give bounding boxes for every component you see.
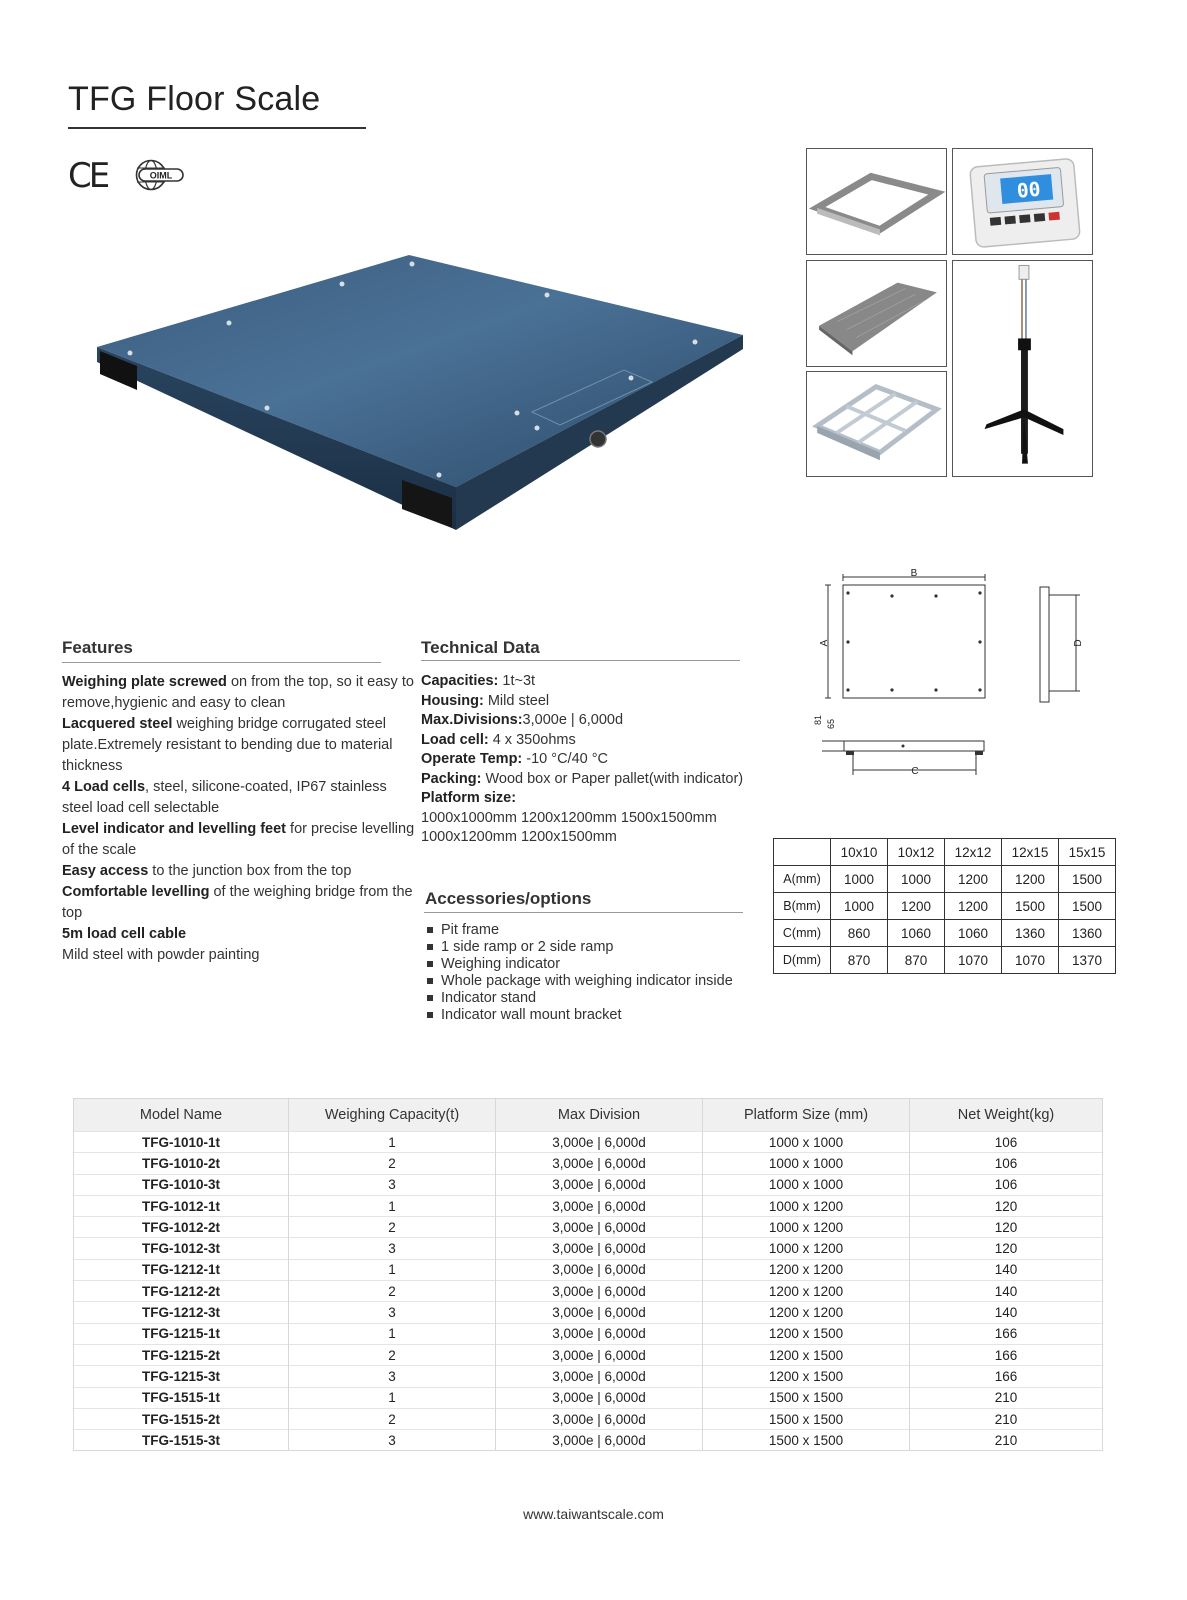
table-row xyxy=(74,1387,1102,1408)
weighing-indicator-image xyxy=(952,148,1093,255)
model-cell: 210 xyxy=(910,1408,1103,1429)
dimension-row xyxy=(774,866,1116,893)
model-table-frame xyxy=(73,1098,1103,1451)
dimension-cell: 870 xyxy=(831,947,888,974)
model-cell: 1000 x 1000 xyxy=(703,1153,910,1174)
model-table-header: Weighing Capacity(t) xyxy=(289,1099,496,1132)
table-row xyxy=(74,1259,1102,1280)
table-row xyxy=(74,1174,1102,1195)
dimension-cell: 1060 xyxy=(888,920,945,947)
model-cell: 1200 x 1200 xyxy=(703,1302,910,1323)
table-row xyxy=(74,1366,1102,1387)
table-row xyxy=(74,1408,1102,1429)
feature-item-bold: Easy access xyxy=(62,863,149,879)
feature-item xyxy=(62,714,417,777)
oiml-mark-icon xyxy=(135,158,187,192)
model-name-cell: TFG-1012-3t xyxy=(74,1238,289,1259)
model-cell: 3,000e | 6,000d xyxy=(496,1344,703,1365)
model-cell: 3,000e | 6,000d xyxy=(496,1323,703,1344)
feature-item xyxy=(62,924,417,945)
model-cell: 3,000e | 6,000d xyxy=(496,1259,703,1280)
accessory-item: Whole package with weighing indicator inside xyxy=(427,973,733,990)
technical-item-text: 3,000e | 6,000d xyxy=(522,712,624,728)
dimension-row xyxy=(774,893,1116,920)
oiml-label: OIML xyxy=(149,170,173,181)
dimension-cell: 1070 xyxy=(945,947,1002,974)
model-cell: 3,000e | 6,000d xyxy=(496,1217,703,1238)
table-row xyxy=(74,1344,1102,1365)
title-underline xyxy=(68,127,366,129)
accessories-rule xyxy=(424,912,743,913)
indicator-display-value: 00 xyxy=(1015,177,1042,203)
technical-item xyxy=(421,692,751,712)
model-cell: 3,000e | 6,000d xyxy=(496,1281,703,1302)
feature-item xyxy=(62,861,417,882)
ce-mark-icon: CE xyxy=(68,156,108,196)
dimension-cell: 1200 xyxy=(945,866,1002,893)
dimension-cell: 1500 xyxy=(1002,893,1059,920)
technical-item xyxy=(421,672,751,692)
technical-list xyxy=(421,672,751,848)
feature-item-text: on from the top, so it easy to remove,hygienic and easy to clean xyxy=(62,674,414,711)
technical-item-bold: Platform size: xyxy=(421,790,517,806)
model-cell: 2 xyxy=(289,1344,496,1365)
model-name-cell: TFG-1010-3t xyxy=(74,1174,289,1195)
technical-item xyxy=(421,711,751,731)
model-cell: 2 xyxy=(289,1408,496,1429)
feature-item-bold: Level indicator and levelling feet xyxy=(62,821,287,837)
model-cell: 2 xyxy=(289,1281,496,1302)
model-cell: 3,000e | 6,000d xyxy=(496,1387,703,1408)
model-name-cell: TFG-1515-1t xyxy=(74,1387,289,1408)
model-cell: 140 xyxy=(910,1302,1103,1323)
model-cell: 1000 x 1000 xyxy=(703,1174,910,1195)
dimension-header-row xyxy=(774,839,1116,866)
technical-item xyxy=(421,770,751,790)
model-cell: 3,000e | 6,000d xyxy=(496,1174,703,1195)
dimension-cell: 1370 xyxy=(1059,947,1116,974)
model-cell: 120 xyxy=(910,1238,1103,1259)
table-row xyxy=(74,1132,1102,1153)
dimension-row-label: A(mm) xyxy=(774,866,831,893)
feature-item xyxy=(62,819,417,861)
table-row xyxy=(74,1281,1102,1302)
model-table xyxy=(74,1099,1102,1450)
feature-item-text: of the weighing bridge from the top xyxy=(62,884,413,921)
model-cell: 1 xyxy=(289,1259,496,1280)
model-cell: 1000 x 1200 xyxy=(703,1238,910,1259)
model-table-header: Platform Size (mm) xyxy=(703,1099,910,1132)
model-cell: 3,000e | 6,000d xyxy=(496,1408,703,1429)
table-row xyxy=(74,1153,1102,1174)
model-name-cell: TFG-1012-1t xyxy=(74,1195,289,1216)
dimension-cell: 1000 xyxy=(831,866,888,893)
dimension-cell: 1000 xyxy=(888,866,945,893)
feature-item-bold: Comfortable levelling xyxy=(62,884,210,900)
dimension-cell: 1500 xyxy=(1059,866,1116,893)
dimension-column-header: 10x12 xyxy=(888,839,945,866)
dimension-column-header: 15x15 xyxy=(1059,839,1116,866)
dimension-row-label: D(mm) xyxy=(774,947,831,974)
label-81: 81 xyxy=(813,714,823,725)
label-65: 65 xyxy=(826,718,836,729)
dimension-row-label: C(mm) xyxy=(774,920,831,947)
model-cell: 1 xyxy=(289,1195,496,1216)
model-cell: 166 xyxy=(910,1366,1103,1387)
feature-item-text: to the junction box from the top xyxy=(148,863,352,879)
technical-rule xyxy=(421,660,740,661)
feature-item-bold: 5m load cell cable xyxy=(62,926,187,942)
features-rule xyxy=(62,662,381,663)
dimension-cell: 1060 xyxy=(945,920,1002,947)
model-cell: 3,000e | 6,000d xyxy=(496,1430,703,1451)
model-cell: 120 xyxy=(910,1195,1103,1216)
indicator-stand-image xyxy=(952,260,1093,477)
model-cell: 140 xyxy=(910,1259,1103,1280)
model-cell: 1000 x 1000 xyxy=(703,1132,910,1153)
technical-item xyxy=(421,828,751,848)
model-name-cell: TFG-1012-2t xyxy=(74,1217,289,1238)
model-cell: 106 xyxy=(910,1174,1103,1195)
accessories-list xyxy=(427,922,733,1024)
model-cell: 1200 x 1500 xyxy=(703,1344,910,1365)
footer-url: www.taiwantscale.com xyxy=(523,1506,664,1522)
accessory-item: 1 side ramp or 2 side ramp xyxy=(427,939,733,956)
technical-item xyxy=(421,809,751,829)
technical-item-bold: Capacities: xyxy=(421,673,499,689)
model-cell: 2 xyxy=(289,1217,496,1238)
dimension-row xyxy=(774,920,1116,947)
technical-item-text: 1t~3t xyxy=(498,673,536,689)
model-name-cell: TFG-1515-2t xyxy=(74,1408,289,1429)
technical-heading: Technical Data xyxy=(421,638,540,657)
model-cell: 3,000e | 6,000d xyxy=(496,1153,703,1174)
technical-item-text: -10 °C/40 °C xyxy=(522,751,609,767)
table-row xyxy=(74,1195,1102,1216)
model-name-cell: TFG-1215-1t xyxy=(74,1323,289,1344)
model-cell: 1200 x 1500 xyxy=(703,1366,910,1387)
model-cell: 1500 x 1500 xyxy=(703,1387,910,1408)
feature-item-text: for precise levelling of the scale xyxy=(62,821,415,858)
floor-scale-product-image xyxy=(92,250,752,540)
technical-item xyxy=(421,750,751,770)
model-cell: 1200 x 1200 xyxy=(703,1259,910,1280)
model-cell: 166 xyxy=(910,1344,1103,1365)
model-cell: 3,000e | 6,000d xyxy=(496,1132,703,1153)
model-table-header: Max Division xyxy=(496,1099,703,1132)
technical-item xyxy=(421,731,751,751)
feature-item xyxy=(62,672,417,714)
dimension-corner-cell xyxy=(774,839,831,866)
dimension-drawing xyxy=(808,565,1098,780)
model-table-header: Net Weight(kg) xyxy=(910,1099,1103,1132)
feature-item-bold: Weighing plate screwed xyxy=(62,674,227,690)
model-cell: 3 xyxy=(289,1174,496,1195)
dimension-cell: 860 xyxy=(831,920,888,947)
ramp-image xyxy=(806,260,947,367)
model-name-cell: TFG-1212-3t xyxy=(74,1302,289,1323)
model-name-cell: TFG-1010-1t xyxy=(74,1132,289,1153)
dimension-row-label: B(mm) xyxy=(774,893,831,920)
accessory-item: Indicator stand xyxy=(427,990,733,1007)
dimension-cell: 1200 xyxy=(945,893,1002,920)
features-heading: Features xyxy=(62,638,133,657)
feature-item-text: weighing bridge corrugated steel plate.Extremely resistant to bending due to material thickness xyxy=(62,716,393,774)
accessory-item: Weighing indicator xyxy=(427,956,733,973)
model-cell: 3,000e | 6,000d xyxy=(496,1195,703,1216)
model-name-cell: TFG-1212-2t xyxy=(74,1281,289,1302)
accessories-heading: Accessories/options xyxy=(425,889,592,908)
model-name-cell: TFG-1215-3t xyxy=(74,1366,289,1387)
model-cell: 3 xyxy=(289,1366,496,1387)
feature-item-text: Mild steel with powder painting xyxy=(62,947,260,963)
technical-item-bold: Load cell: xyxy=(421,731,489,748)
dimension-column-header: 10x10 xyxy=(831,839,888,866)
model-cell: 1200 x 1500 xyxy=(703,1323,910,1344)
model-cell: 1000 x 1200 xyxy=(703,1217,910,1238)
technical-item-bold: Housing: xyxy=(421,692,484,709)
label-b: B xyxy=(910,568,918,579)
technical-item-text: 4 x 350ohms xyxy=(488,731,576,748)
model-cell: 1 xyxy=(289,1323,496,1344)
model-cell: 1 xyxy=(289,1132,496,1153)
model-cell: 106 xyxy=(910,1153,1103,1174)
technical-item xyxy=(421,789,751,809)
accessory-item: Indicator wall mount bracket xyxy=(427,1007,733,1024)
table-row xyxy=(74,1238,1102,1259)
table-row xyxy=(74,1302,1102,1323)
model-cell: 1000 x 1200 xyxy=(703,1195,910,1216)
model-name-cell: TFG-1515-3t xyxy=(74,1430,289,1451)
model-cell: 210 xyxy=(910,1430,1103,1451)
label-d: D xyxy=(1073,639,1084,647)
technical-item-bold: Packing: xyxy=(421,770,482,787)
model-cell: 1500 x 1500 xyxy=(703,1408,910,1429)
technical-item-text: 1000x1200mm 1200x1500mm xyxy=(421,829,617,845)
technical-item-bold: Max.Divisions: xyxy=(421,712,523,728)
dimension-cell: 1360 xyxy=(1059,920,1116,947)
dimension-cell: 870 xyxy=(888,947,945,974)
platform-frame-image xyxy=(806,371,947,477)
feature-item xyxy=(62,945,417,966)
accessory-item: Pit frame xyxy=(427,922,733,939)
model-cell: 3,000e | 6,000d xyxy=(496,1238,703,1259)
label-c: C xyxy=(911,766,919,777)
dimension-row xyxy=(774,947,1116,974)
dimension-cell: 1200 xyxy=(888,893,945,920)
dimension-cell: 1360 xyxy=(1002,920,1059,947)
features-list xyxy=(62,672,417,966)
table-row xyxy=(74,1323,1102,1344)
label-a: A xyxy=(819,639,830,647)
dimension-column-header: 12x15 xyxy=(1002,839,1059,866)
model-cell: 1 xyxy=(289,1387,496,1408)
pit-frame-image xyxy=(806,148,947,255)
dimension-cell: 1000 xyxy=(831,893,888,920)
model-cell: 3 xyxy=(289,1302,496,1323)
dimension-cell: 1500 xyxy=(1059,893,1116,920)
table-row xyxy=(74,1217,1102,1238)
model-name-cell: TFG-1215-2t xyxy=(74,1344,289,1365)
model-name-cell: TFG-1212-1t xyxy=(74,1259,289,1280)
dimension-cell: 1070 xyxy=(1002,947,1059,974)
model-table-header: Model Name xyxy=(74,1099,289,1132)
table-row xyxy=(74,1430,1102,1451)
dimension-column-header: 12x12 xyxy=(945,839,1002,866)
model-cell: 3 xyxy=(289,1430,496,1451)
technical-item-text: 1000x1000mm 1200x1200mm 1500x1500mm xyxy=(421,809,717,826)
feature-item xyxy=(62,777,417,819)
dimension-table xyxy=(773,838,1116,974)
model-cell: 166 xyxy=(910,1323,1103,1344)
technical-item-text: Wood box or Paper pallet(with indicator) xyxy=(481,770,744,787)
feature-item xyxy=(62,882,417,924)
model-name-cell: TFG-1010-2t xyxy=(74,1153,289,1174)
model-cell: 2 xyxy=(289,1153,496,1174)
model-cell: 3 xyxy=(289,1238,496,1259)
feature-item-bold: Lacquered steel xyxy=(62,716,173,732)
technical-item-text: Mild steel xyxy=(483,692,550,709)
model-cell: 1200 x 1200 xyxy=(703,1281,910,1302)
model-cell: 1500 x 1500 xyxy=(703,1430,910,1451)
model-cell: 140 xyxy=(910,1281,1103,1302)
page-title: TFG Floor Scale xyxy=(68,80,321,118)
model-cell: 3,000e | 6,000d xyxy=(496,1366,703,1387)
model-cell: 106 xyxy=(910,1132,1103,1153)
model-cell: 210 xyxy=(910,1387,1103,1408)
dimension-cell: 1200 xyxy=(1002,866,1059,893)
model-cell: 3,000e | 6,000d xyxy=(496,1302,703,1323)
feature-item-text: , steel, silicone-coated, IP67 stainless steel load cell selectable xyxy=(62,779,387,816)
feature-item-bold: 4 Load cells xyxy=(62,779,146,795)
technical-item-bold: Operate Temp: xyxy=(421,751,523,767)
model-cell: 120 xyxy=(910,1217,1103,1238)
